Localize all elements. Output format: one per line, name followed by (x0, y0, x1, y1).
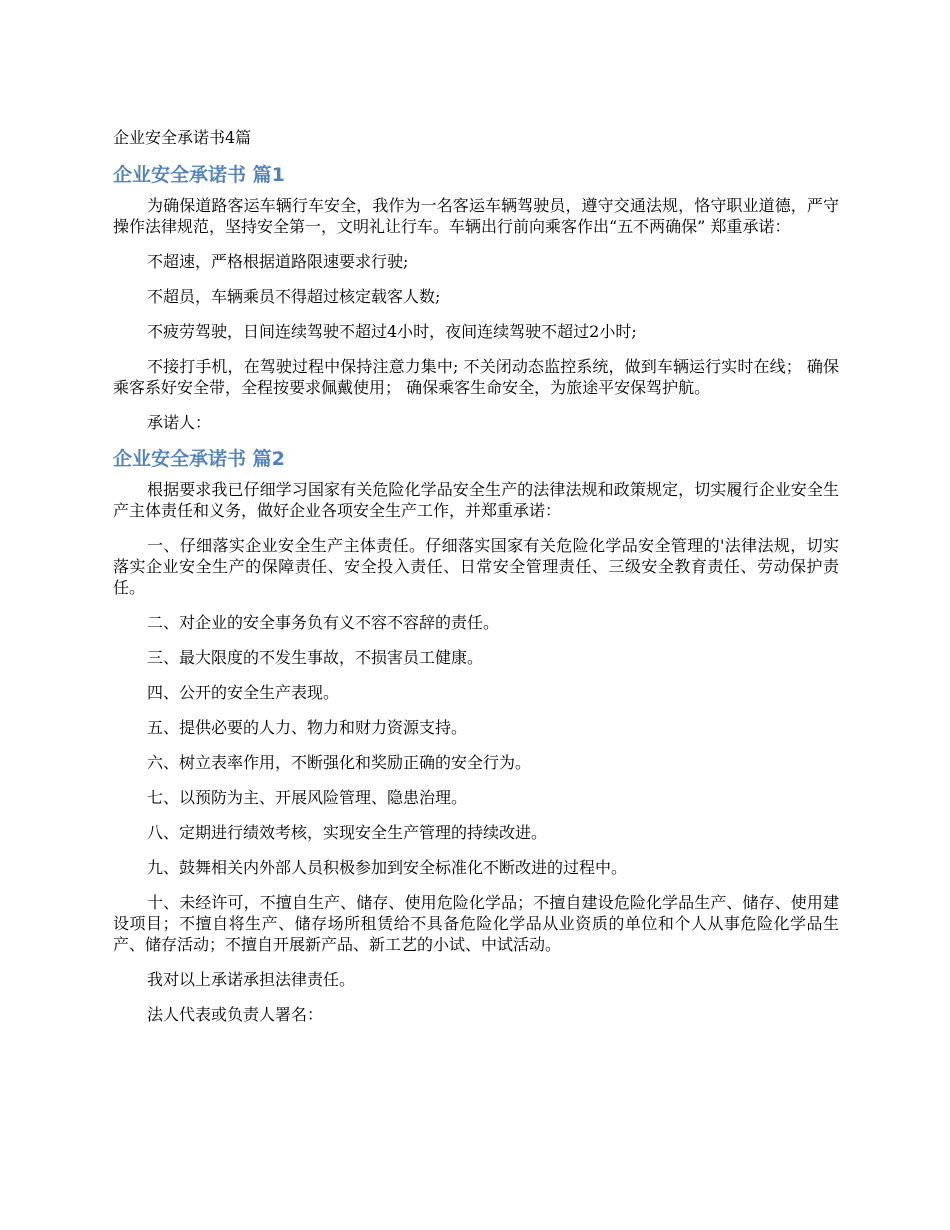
section-2 (113, 447, 839, 1025)
section-heading: 企业安全承诺书 篇2 (113, 448, 285, 470)
paragraph: 根据要求我已仔细学习国家有关危险化学品安全生产的法律法规和政策规定，切实履行企业安全生产主体责任和义务，做好企业各项安全生产工作，并郑重承诺： (113, 480, 839, 520)
paragraph: 五、提供必要的人力、物力和财力资源支持。 (147, 718, 468, 737)
section-heading: 企业安全承诺书 篇1 (113, 164, 285, 186)
paragraph: 三、最大限度的不发生事故，不损害员工健康。 (147, 648, 484, 667)
paragraph: 二、对企业的安全事务负有义不容不容辞的责任。 (147, 613, 500, 632)
signature-line: 法人代表或负责人署名： (147, 1005, 324, 1024)
paragraph: 八、定期进行绩效考核，实现安全生产管理的持续改进。 (147, 823, 548, 842)
paragraph: 十、未经许可，不擅自生产、储存、使用危险化学品；不擅自建设危险化学品生产、储存、使用建设项目；不擅自将生产、储存场所租赁给不具备危险化学品从业资质的单位和个人从事危险化学品生产、储存活动；不擅自开展新产品、新工艺的小试、中试活动。 (113, 893, 839, 954)
paragraph: 不超员，车辆乘员不得超过核定载客人数; (147, 287, 441, 306)
paragraph: 不接打手机，在驾驶过程中保持注意力集中; 不关闭动态监控系统，做到车辆运行实时在线； 确保乘客系好安全带，全程按要求佩戴使用； 确保乘客生命安全，为旅途平安保驾护航。 (113, 357, 839, 397)
paragraph: 为确保道路客运车辆行车安全，我作为一名客运车辆驾驶员，遵守交通法规，恪守职业道德，严守操作法律规范，坚持安全第一，文明礼让行车。车辆出行前向乘客作出“五不两确保” 郑重承诺： (113, 196, 839, 236)
document-title: 企业安全承诺书4篇 (113, 128, 252, 147)
paragraph: 不超速，严格根据道路限速要求行驶; (147, 252, 409, 271)
document-page (113, 127, 839, 1039)
paragraph: 一、仔细落实企业安全生产主体责任。仔细落实国家有关危险化学品安全管理的'法律法规，切实落实企业安全生产的保障责任、安全投入责任、日常安全管理责任、三级安全教育责任、劳动保护责任。 (113, 536, 839, 597)
paragraph: 不疲劳驾驶，日间连续驾驶不超过4小时，夜间连续驾驶不超过2小时; (147, 322, 637, 341)
paragraph: 九、鼓舞相关内外部人员积极参加到安全标准化不断改进的过程中。 (147, 858, 628, 877)
paragraph: 七、以预防为主、开展风险管理、隐患治理。 (147, 788, 468, 807)
section-1 (113, 163, 839, 433)
paragraph: 六、树立表率作用，不断强化和奖励正确的安全行为。 (147, 753, 532, 772)
paragraph: 四、公开的安全生产表现。 (147, 683, 340, 702)
paragraph: 我对以上承诺承担法律责任。 (147, 970, 356, 989)
signature-line: 承诺人： (147, 413, 212, 432)
